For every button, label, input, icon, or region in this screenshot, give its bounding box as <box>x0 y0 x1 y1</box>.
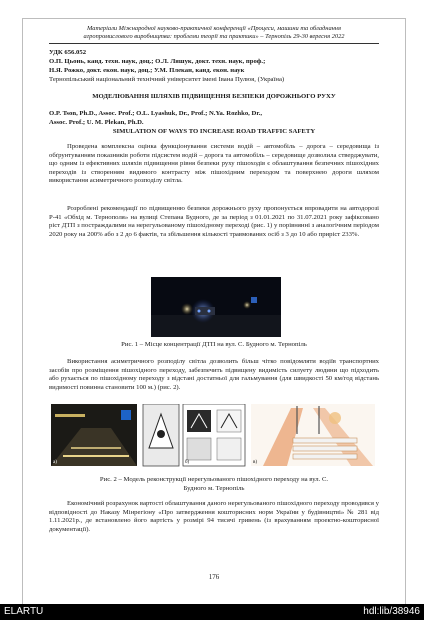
paragraph-2: Розроблені рекомендації по підвищенню безпеки дорожнього руху пропонується впровадити на автодорозі Р-41 «Обхід м. Тернополя» на вулиці Степана Будного, де за період з 01.01.2021 по 31.07.2021 року зафіксовано ріст ДТП з постраждалими на нерегульованому пішохідному переході (рис. 1) у порівнянні з аналогічним періодом 2020 року на 200% або з 2 до 6 фактів, та збільшення кількості травмованих осіб з 3 до 10 або приріст 233%. <box>49 205 379 238</box>
footer-handle: hdl:lib/38946 <box>363 606 420 617</box>
paper-page <box>22 18 406 606</box>
figure-2-panels <box>51 404 375 470</box>
night-road-scene <box>151 277 281 337</box>
page-number: 176 <box>208 573 220 581</box>
figure-2-label-c: в) <box>253 460 258 465</box>
figure-2-caption-line-1: Рис. 2 – Модель реконструкції нерегульованого пішохідного переходу на вул. С. <box>99 476 329 483</box>
udk-code: УДК 656.052 <box>49 49 87 56</box>
footer-bar <box>0 604 424 620</box>
authors-en-line-2: Assoc. Prof.; U. M. Plekan, Ph.D. <box>49 119 144 126</box>
header-line-1: Матеріали Міжнародної науково-практичної конференції «Процеси, машини та обладнання <box>87 25 341 32</box>
figure-1-caption: Рис. 1 – Місце концентрації ДТП на вул. С. Будного м. Тернопіль <box>121 341 307 348</box>
authors-ua-line-2: Н.Я. Рожко, докт. екон. наук, доц.; У.М. Плекан, канд. екон. наук <box>49 67 245 74</box>
paragraph-3: Використання асиметричного розподілу світла дозволить більш чітко повідомляти водіїв транспортних засобів про розміщення пішохідного переходу, забезпечить підвищену видимість силуету людини що підходить або рухається по пішохідному переходу з відстані достатньої для гальмування (для швидкості 50 км/год відстань видимості повинна становити 100 м.) (рис. 2). <box>49 358 379 391</box>
figure-2-label-a: a) <box>53 460 57 465</box>
title-en: SIMULATION OF WAYS TO INCREASE ROAD TRAFFIC SAFETY <box>112 128 316 135</box>
header-line-2: агропромислового виробництва: проблеми теорії та практики» – Тернопіль 29-30 вересня 2022 <box>83 33 345 40</box>
authors-ua-line-1: О.П. Цьонь, канд. техн. наук, доц.; О.Л. Ляшук, докт. техн. наук, проф.; <box>49 58 266 65</box>
affiliation: Тернопільський національний технічний університет імені Івана Пулюя, (Україна) <box>49 76 285 83</box>
figure-2-caption <box>49 476 379 493</box>
footer-repository-name: ELARTU <box>4 606 44 617</box>
paragraph-4: Економічний розрахунок вартості облаштування даного нерегульованого пішохідного переходу проводився у відповідності до Наказу Мінрегіону «Про затвердження кошторисних норм України у будівництві» № 281 від 1.11.2021р., де встановлено його вартість у розмірі 94 тисячі гривень (із врахуванням проектно-кошторисної документації). <box>49 500 379 533</box>
paragraph-1: Проведена комплексна оцінка функціонування системи водій – автомобіль – дорога – середовища із обґрунтуванням показників роботи підсистем водій – дорога та автомобіль – середовище дозволила стверджувати, що одним із ефективних шляхів підвищення рівня безпеки руху пішоходів є облаштування безпечних пішохідних переходів із створенням видимого контрасту між пішохідним переходом та поверхнею дороги шляхом використання асиметричного розподілу світла. <box>49 143 379 185</box>
figure-2-caption-line-2: Будного м. Тернопіль <box>183 484 245 492</box>
header-rule <box>49 43 379 44</box>
authors-en-line-1: O.P. Tson, Ph.D., Assoc. Prof.; O.L. Lyashuk, Dr., Prof.; N.Ya. Rozhko, Dr., <box>49 110 263 117</box>
figure-1-photo <box>151 277 281 337</box>
figure-2-label-b: б) <box>185 460 190 465</box>
conference-header <box>51 25 377 41</box>
figure-2-drawing <box>51 404 375 470</box>
title-ua: МОДЕЛЮВАННЯ ШЛЯХІВ ПІДВИЩЕННЯ БЕЗПЕКИ ДОРОЖНЬОГО РУХУ <box>92 93 336 100</box>
